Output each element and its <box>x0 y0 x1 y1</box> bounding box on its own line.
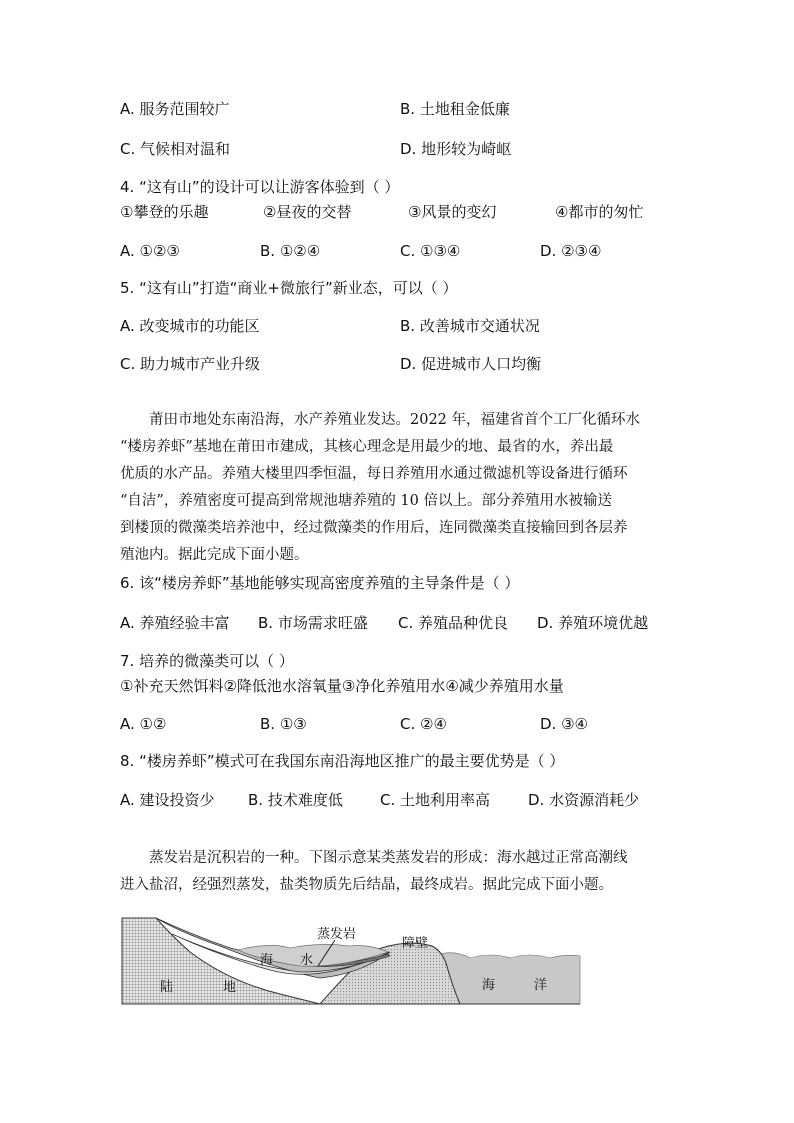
q8-stem: 8. “楼房养虾”模式可在我国东南沿海地区推广的最主要优势是（ ） <box>120 752 565 770</box>
passage2-line-2: 进入盐沼，经强烈蒸发，盐类物质先后结晶，最终成岩。据此完成下面小题。 <box>120 877 613 893</box>
q5-option-d: D. 促进城市人口均衡 <box>400 355 542 373</box>
q7-option-b: B. ①③ <box>260 715 307 733</box>
label-evaporite: 蒸发岩 <box>317 927 357 942</box>
q8-option-b: B. 技术难度低 <box>248 791 343 809</box>
q4-item-1: ①攀登的乐趣 <box>120 203 209 221</box>
q4-option-c: C. ①③④ <box>400 242 461 260</box>
label-ocean-1: 海 <box>482 978 496 993</box>
q7-stem: 7. 培养的微藻类可以（ ） <box>120 652 294 670</box>
q6-option-b: B. 市场需求旺盛 <box>258 614 368 632</box>
passage-shrimp-farming <box>120 407 680 569</box>
q6-option-c: C. 养殖品种优良 <box>398 614 509 632</box>
passage2-line-1: 蒸发岩是沉积岩的一种。下图示意某类蒸发岩的形成：海水越过正常高潮线 <box>149 850 628 866</box>
label-land-1: 陆 <box>160 980 174 995</box>
q8-option-d: D. 水资源消耗少 <box>528 791 640 809</box>
passage1-line-3: 优质的水产品。养殖大楼里四季恒温，每日养殖用水通过微滤机等设备进行循环 <box>120 466 628 482</box>
q5-stem: 5. “这有山”打造“商业+微旅行”新业态，可以（ ） <box>120 279 458 297</box>
passage1-line-2: “楼房养虾”基地在莆田市建成，其核心理念是用最少的地、最省的水，养出最 <box>120 439 614 455</box>
q7-option-c: C. ②④ <box>400 715 447 733</box>
label-land-2: 地 <box>223 980 237 995</box>
label-sea-water-2: 水 <box>300 953 314 968</box>
q7-items: ①补充天然饵料②降低池水溶氧量③净化养殖用水④减少养殖用水量 <box>120 677 564 695</box>
q4-option-a: A. ①②③ <box>120 242 180 260</box>
q4-option-d: D. ②③④ <box>540 242 602 260</box>
q7-option-a: A. ①② <box>120 715 167 733</box>
passage1-line-1: 莆田市地处东南沿海，水产养殖业发达。2022 年，福建省首个工厂化循环水 <box>149 412 641 428</box>
q8-option-c: C. 土地利用率高 <box>380 791 491 809</box>
passage1-line-6: 殖池内。据此完成下面小题。 <box>120 547 309 563</box>
q5-option-c: C. 助力城市产业升级 <box>120 355 261 373</box>
ocean-region <box>440 953 580 1004</box>
q3-option-b: B. 土地租金低廉 <box>400 100 510 118</box>
q6-stem: 6. 该“楼房养虾”基地能够实现高密度养殖的主导条件是（ ） <box>120 574 520 592</box>
label-ocean-2: 洋 <box>534 978 548 993</box>
evaporite-diagram <box>120 912 582 1008</box>
passage1-line-5: 到楼顶的微藻类培养池中，经过微藻类的作用后，连同微藻类直接输回到各层养 <box>120 520 628 536</box>
q3-option-c: C. 气候相对温和 <box>120 140 231 158</box>
q4-item-2: ②昼夜的交替 <box>263 203 352 221</box>
q5-option-a: A. 改变城市的功能区 <box>120 317 260 335</box>
q6-option-d: D. 养殖环境优越 <box>537 614 649 632</box>
passage-evaporite <box>120 845 680 899</box>
q4-item-3: ③风景的变幻 <box>408 203 497 221</box>
q3-option-d: D. 地形较为崎岖 <box>400 140 512 158</box>
q3-option-a: A. 服务范围较广 <box>120 100 230 118</box>
q4-option-b: B. ①②④ <box>260 242 321 260</box>
label-sea-water-1: 海 <box>260 953 274 968</box>
q4-stem: 4. “这有山”的设计可以让游客体验到（ ） <box>120 178 400 196</box>
passage1-line-4: “自洁”，养殖密度可提高到常规池塘养殖的 10 倍以上。部分养殖用水被输送 <box>120 493 612 509</box>
q4-item-4: ④都市的匆忙 <box>555 203 644 221</box>
q5-option-b: B. 改善城市交通状况 <box>400 317 540 335</box>
q8-option-a: A. 建设投资少 <box>120 791 215 809</box>
q6-option-a: A. 养殖经验丰富 <box>120 614 230 632</box>
label-barrier: 障壁 <box>402 936 429 951</box>
q7-option-d: D. ③④ <box>540 715 588 733</box>
